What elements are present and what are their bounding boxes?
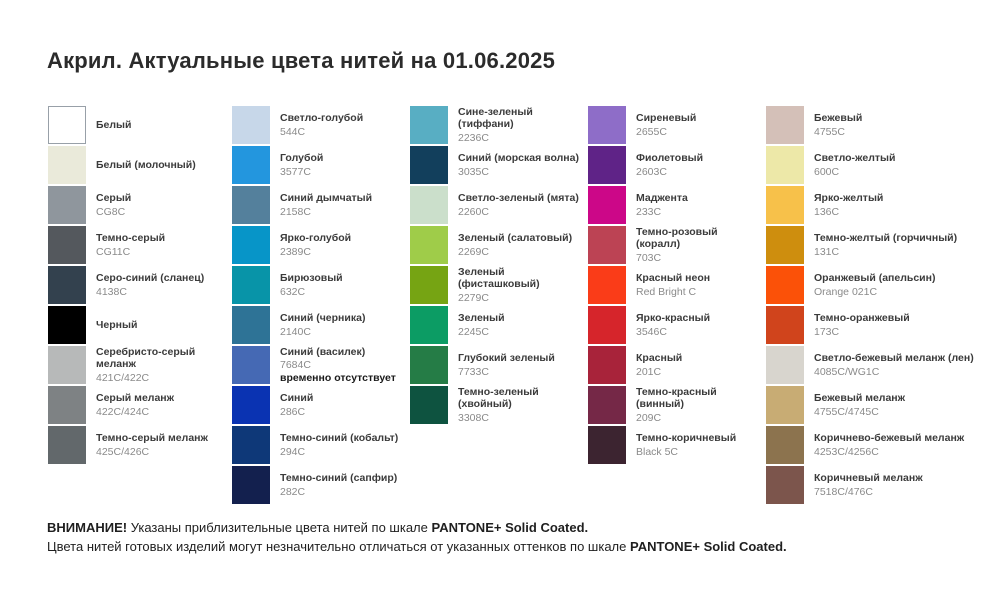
color-label bbox=[636, 432, 764, 458]
color-row bbox=[588, 146, 766, 184]
color-row bbox=[766, 306, 980, 344]
color-swatch bbox=[766, 106, 804, 144]
color-code: CG8C bbox=[96, 205, 126, 218]
color-label bbox=[280, 272, 408, 298]
color-row bbox=[766, 226, 980, 264]
color-swatch bbox=[48, 386, 86, 424]
color-code: 201C bbox=[636, 365, 662, 378]
color-row bbox=[48, 386, 232, 424]
color-swatch bbox=[410, 346, 448, 384]
color-column-4 bbox=[588, 106, 766, 466]
color-label bbox=[280, 472, 408, 498]
color-swatch bbox=[48, 146, 86, 184]
color-name: Коричневый меланж bbox=[814, 472, 923, 484]
color-row bbox=[766, 266, 980, 304]
color-name: Зеленый (салатовый) bbox=[458, 232, 573, 244]
color-name: Синий (василек) bbox=[280, 345, 366, 358]
color-name: Ярко-желтый bbox=[814, 192, 884, 204]
footer-pantone-scale-2: PANTONE+ Solid Coated. bbox=[630, 539, 787, 554]
color-label bbox=[96, 319, 228, 332]
color-row bbox=[232, 226, 410, 264]
color-swatch bbox=[410, 386, 448, 424]
color-row bbox=[410, 226, 588, 264]
color-code: 3035C bbox=[458, 165, 489, 178]
color-name: Красный неон bbox=[636, 272, 711, 284]
color-name: Глубокий зеленый bbox=[458, 352, 555, 364]
color-row bbox=[410, 186, 588, 224]
color-name: Сине-зеленый (тиффани) bbox=[458, 105, 533, 131]
color-row bbox=[232, 146, 410, 184]
color-row bbox=[410, 306, 588, 344]
color-name: Серебристо-серый меланж bbox=[96, 345, 196, 371]
color-code: 7518C/476C bbox=[814, 485, 873, 498]
color-code: 286C bbox=[280, 405, 306, 418]
color-name: Черный bbox=[96, 318, 138, 331]
color-swatch bbox=[48, 346, 86, 384]
color-name: Ярко-голубой bbox=[280, 232, 352, 244]
color-label bbox=[636, 352, 764, 378]
color-name: Светло-зеленый (мята) bbox=[458, 192, 579, 204]
color-swatch bbox=[588, 186, 626, 224]
color-name: Ярко-красный bbox=[636, 312, 711, 324]
color-name: Темно-оранжевый bbox=[814, 312, 910, 324]
color-code: 2245C bbox=[458, 325, 489, 338]
color-code: 2140C bbox=[280, 325, 311, 338]
color-code: 2655C bbox=[636, 125, 667, 138]
color-row bbox=[232, 386, 410, 424]
color-swatch bbox=[588, 346, 626, 384]
color-label bbox=[814, 232, 978, 258]
color-row bbox=[766, 186, 980, 224]
footer-line-2-text: Цвета нитей готовых изделий могут незначительно отличаться от указанных оттенков по шкале bbox=[47, 539, 630, 554]
color-row bbox=[588, 226, 766, 264]
color-row bbox=[410, 346, 588, 384]
color-row bbox=[48, 266, 232, 304]
color-swatch bbox=[588, 146, 626, 184]
color-row bbox=[766, 106, 980, 144]
footer-note bbox=[47, 518, 787, 556]
color-code: 209C bbox=[636, 411, 662, 424]
color-row bbox=[588, 426, 766, 464]
color-code: 421C/422C bbox=[96, 371, 150, 384]
color-label bbox=[458, 152, 586, 178]
color-code: 4755C bbox=[814, 125, 845, 138]
color-label bbox=[814, 472, 978, 498]
color-name: Серо-синий (сланец) bbox=[96, 272, 205, 284]
color-label bbox=[280, 152, 408, 178]
color-name: Темно-синий (кобальт) bbox=[280, 432, 399, 444]
color-swatch bbox=[410, 146, 448, 184]
color-code: 131C bbox=[814, 245, 840, 258]
color-code: 544C bbox=[280, 125, 306, 138]
footer-pantone-scale-1: PANTONE+ Solid Coated. bbox=[431, 520, 589, 535]
color-label bbox=[458, 106, 586, 145]
color-name: Синий bbox=[280, 392, 314, 404]
color-label bbox=[96, 232, 228, 258]
color-label bbox=[458, 312, 586, 338]
color-swatch bbox=[48, 226, 86, 264]
color-label bbox=[636, 272, 764, 298]
color-row bbox=[48, 346, 232, 384]
color-swatch bbox=[766, 346, 804, 384]
color-label bbox=[96, 159, 228, 172]
color-code: Orange 021C bbox=[814, 285, 878, 298]
color-label bbox=[636, 112, 764, 138]
color-label bbox=[280, 392, 408, 418]
color-code: CG11C bbox=[96, 245, 131, 258]
color-name: Оранжевый (апельсин) bbox=[814, 272, 936, 284]
color-code: 422C/424C bbox=[96, 405, 150, 418]
color-name: Синий (черника) bbox=[280, 312, 366, 324]
color-swatch bbox=[48, 106, 86, 144]
color-label bbox=[814, 272, 978, 298]
color-column-1 bbox=[48, 106, 232, 466]
color-swatch bbox=[766, 386, 804, 424]
footer-line-1 bbox=[47, 518, 787, 537]
color-name: Темно-синий (сапфир) bbox=[280, 472, 398, 484]
color-row bbox=[232, 346, 410, 384]
color-swatch bbox=[232, 266, 270, 304]
color-swatch bbox=[588, 226, 626, 264]
color-row bbox=[766, 466, 980, 504]
color-column-3 bbox=[410, 106, 588, 426]
color-label bbox=[458, 266, 586, 305]
color-row bbox=[232, 186, 410, 224]
color-swatch bbox=[48, 266, 86, 304]
color-label bbox=[96, 119, 228, 132]
color-name: Зеленый (фисташковый) bbox=[458, 265, 540, 291]
color-label bbox=[636, 386, 764, 425]
color-swatch bbox=[766, 426, 804, 464]
color-row bbox=[232, 306, 410, 344]
color-name: Светло-желтый bbox=[814, 152, 896, 164]
color-swatch bbox=[410, 106, 448, 144]
color-name: Маджента bbox=[636, 192, 688, 204]
color-row bbox=[766, 346, 980, 384]
color-code: 2158C bbox=[280, 205, 311, 218]
color-code: 703C bbox=[636, 251, 662, 264]
color-row bbox=[588, 386, 766, 424]
color-code: 4138C bbox=[96, 285, 127, 298]
color-name: Серый bbox=[96, 192, 132, 204]
color-swatch bbox=[48, 426, 86, 464]
color-name: Темно-желтый (горчичный) bbox=[814, 232, 958, 244]
color-code: 600C bbox=[814, 165, 840, 178]
color-name: Голубой bbox=[280, 152, 324, 164]
color-row bbox=[410, 146, 588, 184]
color-swatch bbox=[232, 146, 270, 184]
color-swatch bbox=[588, 306, 626, 344]
color-swatch bbox=[588, 106, 626, 144]
color-row bbox=[588, 186, 766, 224]
color-code: 4085C/WG1C bbox=[814, 365, 880, 378]
color-name: Фиолетовый bbox=[636, 152, 704, 164]
color-swatch bbox=[232, 466, 270, 504]
color-row bbox=[48, 226, 232, 264]
color-label bbox=[96, 272, 228, 298]
color-swatch bbox=[232, 306, 270, 344]
color-row bbox=[410, 386, 588, 424]
color-code: 233C bbox=[636, 205, 662, 218]
color-column-5 bbox=[766, 106, 980, 506]
color-grid bbox=[48, 106, 980, 506]
color-label bbox=[814, 312, 978, 338]
color-label bbox=[280, 312, 408, 338]
color-swatch bbox=[766, 266, 804, 304]
color-code: 7733C bbox=[458, 365, 489, 378]
color-name: Темно-красный (винный) bbox=[636, 385, 717, 411]
color-row bbox=[232, 106, 410, 144]
color-code: 2603C bbox=[636, 165, 667, 178]
color-row bbox=[232, 466, 410, 504]
color-row bbox=[766, 146, 980, 184]
color-label bbox=[280, 112, 408, 138]
color-name: Бирюзовый bbox=[280, 272, 343, 284]
color-row bbox=[766, 386, 980, 424]
color-name: Белый (молочный) bbox=[96, 158, 196, 171]
color-column-2 bbox=[232, 106, 410, 506]
color-code: 282C bbox=[280, 485, 306, 498]
color-name: Темно-серый bbox=[96, 232, 166, 244]
color-swatch bbox=[232, 106, 270, 144]
color-swatch bbox=[766, 466, 804, 504]
color-row bbox=[48, 186, 232, 224]
footer-line-1-text: Указаны приблизительные цвета нитей по шкале bbox=[127, 520, 432, 535]
color-row bbox=[588, 346, 766, 384]
color-swatch bbox=[48, 306, 86, 344]
color-label bbox=[96, 432, 228, 458]
color-name: Коричнево-бежевый меланж bbox=[814, 432, 965, 444]
color-row bbox=[588, 266, 766, 304]
color-label bbox=[636, 192, 764, 218]
color-label bbox=[280, 192, 408, 218]
color-name: Темно-коричневый bbox=[636, 432, 737, 444]
color-swatch bbox=[766, 226, 804, 264]
color-name: Темно-серый меланж bbox=[96, 432, 208, 444]
color-code: 2389C bbox=[280, 245, 311, 258]
color-label bbox=[458, 192, 586, 218]
color-code: Red Bright C bbox=[636, 285, 697, 298]
color-swatch bbox=[410, 266, 448, 304]
color-label bbox=[636, 312, 764, 338]
color-label bbox=[458, 386, 586, 425]
color-name: Синий (морская волна) bbox=[458, 152, 579, 164]
color-name: Темно-зеленый (хвойный) bbox=[458, 385, 539, 411]
color-label bbox=[636, 226, 764, 265]
color-code: 173C bbox=[814, 325, 840, 338]
color-row bbox=[48, 146, 232, 184]
color-label bbox=[814, 152, 978, 178]
color-label bbox=[814, 392, 978, 418]
color-name: Бежевый меланж bbox=[814, 392, 906, 404]
color-swatch bbox=[410, 186, 448, 224]
footer-line-2 bbox=[47, 537, 787, 556]
color-label bbox=[96, 392, 228, 418]
color-code: 2236C bbox=[458, 131, 489, 144]
color-code: 632C bbox=[280, 285, 306, 298]
color-label bbox=[96, 192, 228, 218]
color-code: 2269C bbox=[458, 245, 489, 258]
color-row bbox=[48, 106, 232, 144]
color-code: 3546C bbox=[636, 325, 667, 338]
color-code: 7684C bbox=[280, 359, 311, 372]
color-swatch bbox=[48, 186, 86, 224]
color-name: Серый меланж bbox=[96, 392, 175, 404]
color-swatch bbox=[232, 386, 270, 424]
color-code: 3308C bbox=[458, 411, 489, 424]
color-swatch bbox=[766, 146, 804, 184]
color-row bbox=[410, 266, 588, 304]
color-row bbox=[410, 106, 588, 144]
color-code: 3577C bbox=[280, 165, 311, 178]
color-row bbox=[48, 426, 232, 464]
color-swatch bbox=[232, 426, 270, 464]
color-code: 4253C/4256C bbox=[814, 445, 879, 458]
color-swatch bbox=[766, 186, 804, 224]
color-row bbox=[48, 306, 232, 344]
color-name: Сиреневый bbox=[636, 112, 697, 124]
color-name: Белый bbox=[96, 118, 132, 131]
color-label bbox=[280, 232, 408, 258]
availability-note: временно отсутствует bbox=[280, 371, 396, 384]
color-row bbox=[766, 426, 980, 464]
color-row bbox=[588, 306, 766, 344]
color-name: Красный bbox=[636, 352, 683, 364]
color-name: Темно-розовый (коралл) bbox=[636, 225, 718, 251]
color-swatch bbox=[410, 306, 448, 344]
color-label bbox=[280, 432, 408, 458]
color-code: 425C/426C bbox=[96, 445, 150, 458]
color-label bbox=[814, 432, 978, 458]
color-row bbox=[232, 266, 410, 304]
color-label bbox=[814, 112, 978, 138]
color-code: 2260C bbox=[458, 205, 489, 218]
color-code: 2279C bbox=[458, 291, 489, 304]
color-label bbox=[636, 152, 764, 178]
color-name: Светло-бежевый меланж (лен) bbox=[814, 352, 974, 364]
color-code: 4755C/4745C bbox=[814, 405, 879, 418]
color-code: 136C bbox=[814, 205, 840, 218]
color-swatch bbox=[232, 346, 270, 384]
color-label bbox=[458, 352, 586, 378]
footer-warning-label: ВНИМАНИЕ! bbox=[47, 520, 128, 535]
color-row bbox=[232, 426, 410, 464]
color-name: Синий дымчатый bbox=[280, 192, 373, 204]
color-swatch bbox=[766, 306, 804, 344]
color-label bbox=[280, 346, 408, 385]
color-label bbox=[458, 232, 586, 258]
color-swatch bbox=[410, 226, 448, 264]
page-title: Акрил. Актуальные цвета нитей на 01.06.2025 bbox=[47, 48, 556, 73]
color-label bbox=[814, 192, 978, 218]
color-code: 294C bbox=[280, 445, 306, 458]
color-swatch bbox=[588, 426, 626, 464]
color-name: Бежевый bbox=[814, 112, 863, 124]
color-swatch bbox=[232, 226, 270, 264]
color-swatch bbox=[232, 186, 270, 224]
color-row bbox=[588, 106, 766, 144]
color-code: Black 5C bbox=[636, 445, 679, 458]
color-swatch bbox=[588, 386, 626, 424]
color-swatch bbox=[588, 266, 626, 304]
color-name: Светло-голубой bbox=[280, 112, 364, 124]
color-label bbox=[814, 352, 978, 378]
color-label bbox=[96, 346, 228, 385]
color-name: Зеленый bbox=[458, 312, 505, 324]
